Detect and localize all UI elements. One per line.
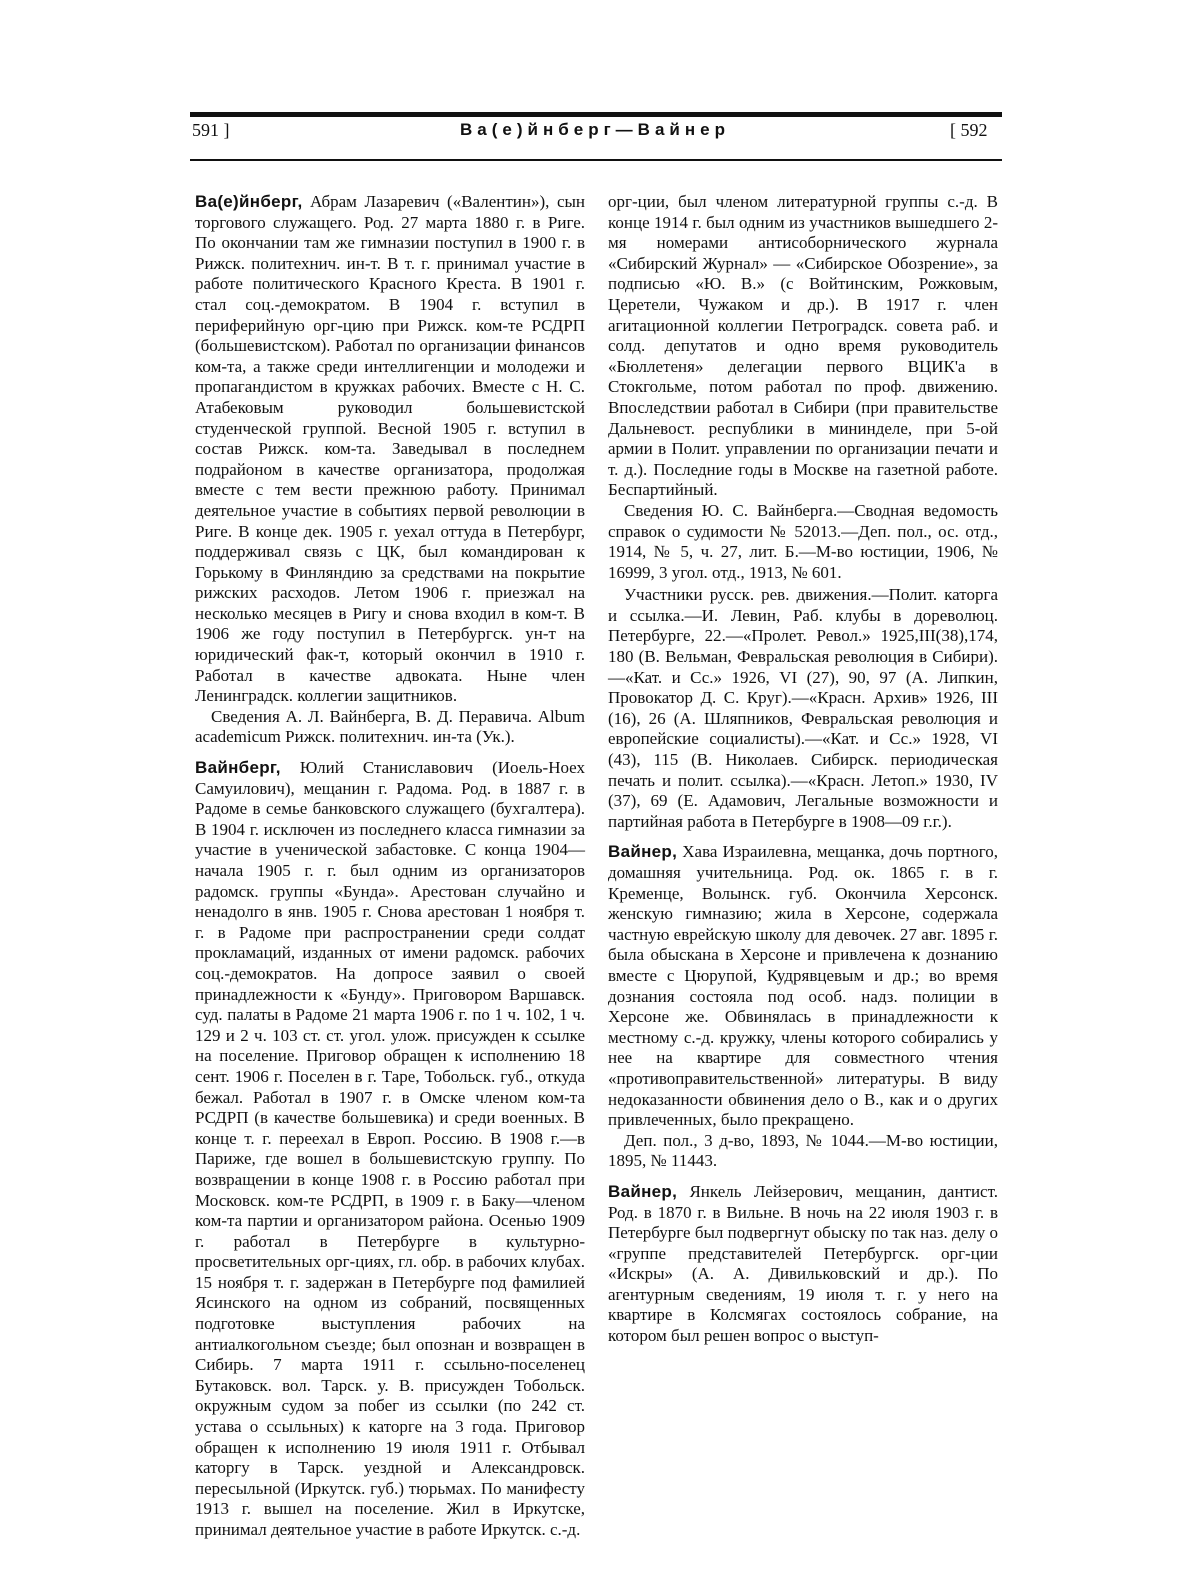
entry-text: Хава Израилевна, мещанка, дочь портного, домашняя учительница. Род. ок. 1865 г. в г. Кременце, Волынск. губ. Окончила Херсонск. женскую гимназию; жила в Херсоне, содержала частную еврейскую школу для девочек. 27 авг. 1895 г. была обыскана в Херсоне и привлечена к дознанию вместе с Цюрупой, Кудрявцевым и др.; во время дознания состояла под особ. надз. полиции в Херсоне же. Обвинялась в принадлежности к местному с.-д. кружку, члены которого собирались у нее на квартире для совместного чтения «противоправительственной» литературы. В виду недоказанности обвинения дело о В., как и о других привлеченных, было прекращено. (608, 842, 999, 1130)
text-column-left (195, 192, 585, 1541)
entry-text: Янкель Лейзерович, мещанин, дантист. Род. в 1870 г. в Вильне. В ночь на 22 июля 1903 г. в Петербурге был подвергнут обыску по так наз. делу о «группе представителей Петербургск. орг-ции «Искры» (А. А. Дивильковский и др.). По агентурным сведениям, 19 июля т. г. у него на квартире в Колсмягах состоялось собрание, на котором был решен вопрос о выступ- (608, 1181, 999, 1346)
entry-text-continued: орг-ции, был членом литературной группы с.-д. В конце 1914 г. был одним из участников вышедшего 2-мя номерами антисоборнического журнала «Сибирский Журнал» — «Сибирское Обозрение», за подписью «Ю. В.» (с Войтинским, Рожковым, Церетели, Чужаком и др.). В 1917 г. член агитационной коллегии Петроградск. совета раб. и солд. депутатов и одно время руководитель «Бюллетеня» делегации первого ВЦИК'а в Стокгольме, потом работал по проф. движению. Впоследствии работал в Сибири (при правительстве Дальневост. республики в мининделе, при 5-ой армии в Полит. управлении по организации печати и т. д.). Последние годы в Москве на газетной работе. Беспартийный. (608, 192, 998, 500)
entry-vainberg-abram (195, 192, 585, 748)
text-column-right (608, 192, 998, 1347)
entry-text: Абрам Лазаревич («Валентин»), сын торгового служащего. Род. 27 марта 1880 г. в Риге. По окончании там же гимназии поступил в 1900 г. в Рижск. политехнич. ин-т. В т. г. принимал участие в работе политического Красного Креста. В 1901 г. стал соц.-демократом. В 1904 г. вступил в периферийную орг-цию при Рижск. ком-те РСДРП (большевистском). Работал по организации финансов ком-та, а также среди интеллигенции и молодежи и пропагандистом в кружках рабочих. Вместе с Н. С. Атабековым руководил большевистской студенческой группой. Весной 1905 г. вступил в состав Рижск. ком-та. Заведывал в последнем подрайоном в качестве организатора, продолжая вместе с тем вести прежнюю работу. Принимал деятельное участие в событиях первой революции в Риге. В конце дек. 1905 г. уехал оттуда в Петербург, поддерживал связь с ЦК, был командирован к Горькому в Финляндию за средствами на покрытие рижских расходов. Летом 1906 г. приезжал на несколько месяцев в Ригу и снова входил в ком-т. В 1906 же году поступил в Петербургск. ун-т на юридический фак-т, который окончил в 1910 г. Работал в качестве адвоката. Ныне член Ленинградск. коллегии защитников. (195, 192, 586, 706)
running-title: Ва(е)йнберг—Вайнер (460, 120, 730, 139)
entry-headword: Вайнер, (608, 842, 678, 862)
entry-headword: Вайнберг, (195, 758, 281, 778)
entry-vainer-yankel (608, 1182, 998, 1347)
entry-sources: Деп. пол., 3 д-во, 1893, № 1044.—М-во юстиции, 1895, № 11443. (608, 1130, 998, 1171)
entry-sources: Сведения Ю. С. Вайнберга.—Сводная ведомость справок о судимости № 52013.—Деп. пол., ос. отд., 1914, № 5, ч. 27, лит. Б.—М-во юстиции, 1906, № 16999, 3 угол. отд., 1913, № 601. (608, 500, 998, 582)
header-rule-bottom (190, 159, 1002, 161)
entry-headword: Вайнер, (608, 1181, 678, 1201)
entry-sources: Сведения А. Л. Вайнберга, В. Д. Перавича. Album academicum Рижск. политехнич. ин-та (Ук.). (195, 706, 585, 747)
entry-vainer-khava (608, 842, 998, 1172)
header-rule-top (190, 112, 1002, 117)
entry-vainberg-yulii-continued (608, 192, 998, 832)
entry-vainberg-yulii (195, 758, 585, 1541)
entry-text: Юлий Станиславович (Иоель-Ноех Самуилович), мещанин г. Радома. Род. в 1887 г. в Радоме в семье банковского служащего (бухгалтера). В 1904 г. исключен из последнего класса гимназии за участие в ученической забастовке. С конца 1904—начала 1905 г. г. был одним из организаторов радомск. группы «Бунда». Арестован случайно и ненадолго в янв. 1905 г. Снова арестован 1 ноября т. г. в Радоме при распространении среди солдат прокламаций, изданных от имени радомск. рабочих соц.-демократов. На допросе заявил о своей принадлежности к «Бунду». Приговором Варшавск. суд. палаты в Радоме 21 марта 1906 г. по 1 ч. 102, 1 ч. 129 и 2 ч. 103 ст. ст. угол. улож. присужден к ссылке на поселение. Приговор обращен к исполнению 18 сент. 1906 г. Поселен в г. Таре, Тобольск. губ., откуда бежал. Работал в 1907 г. в Омске членом ком-та РСДРП (в качестве большевика) и среди военных. В конце т. г. переехал в Европ. Россию. В 1908 г.—в Париже, где вошел в большевистскую группу. По возвращении в конце 1908 г. в Россию работал при Московск. ком-те РСДРП, в 1909 г. в Баку—членом ком-та партии и организатором района. Осенью 1909 г. работал в Петербурге в культурно-просветительных орг-циях, гл. обр. в рабочих клубах. 15 ноября т. г. задержан в Петербурге под фамилией Ясинского на одном из собраний, посвященных подготовке выступления рабочих на антиалкогольном съезде; был опознан и возвращен в Сибирь. 7 марта 1911 г. ссыльно-поселенец Бутаковск. вол. Тарск. у. В. присужден Тобольск. окружным судом за побег из ссылки (по 242 ст. устава о ссыльных) к каторге на 3 года. Приговор обращен к исполнению 19 июля 1911 г. Отбывал каторгу в Тарск. уездной и Александровск. пересыльной (Иркутск. губ.) тюрьмах. По манифесту 1913 г. вышел на поселение. Жил в Иркутске, принимал деятельное участие в работе Иркутск. с.-д. (195, 758, 585, 1539)
entry-headword: Ва(е)йнберг, (195, 192, 303, 211)
page-number-left: 591 ] (192, 120, 230, 140)
entry-sources: Участники русск. рев. движения.—Полит. каторга и ссылка.—И. Левин, Раб. клубы в дореволюц. Петербурге, 22.—«Пролет. Револ.» 1925,III(38),174, 180 (В. Вельман, Февральская революция в Сибири).—«Кат. и Сс.» 1926, VI (27), 90, 97 (А. Липкин, Провокатор Д. С. Круг).—«Красн. Архив» 1926, III (16), 26 (А. Шляпников, Февральская революция и европейские социалисты).—«Кат. и Сс.» 1928, VI (43), 115 (В. Николаев. Сибирск. периодическая печать и полит. ссылка).—«Красн. Летоп.» 1930, IV (37), 69 (Е. Адамович, Легальные возможности и партийная работа в Петербурге в 1908—09 г.г.). (608, 585, 998, 831)
page-number-right: [ 592 (950, 120, 988, 140)
